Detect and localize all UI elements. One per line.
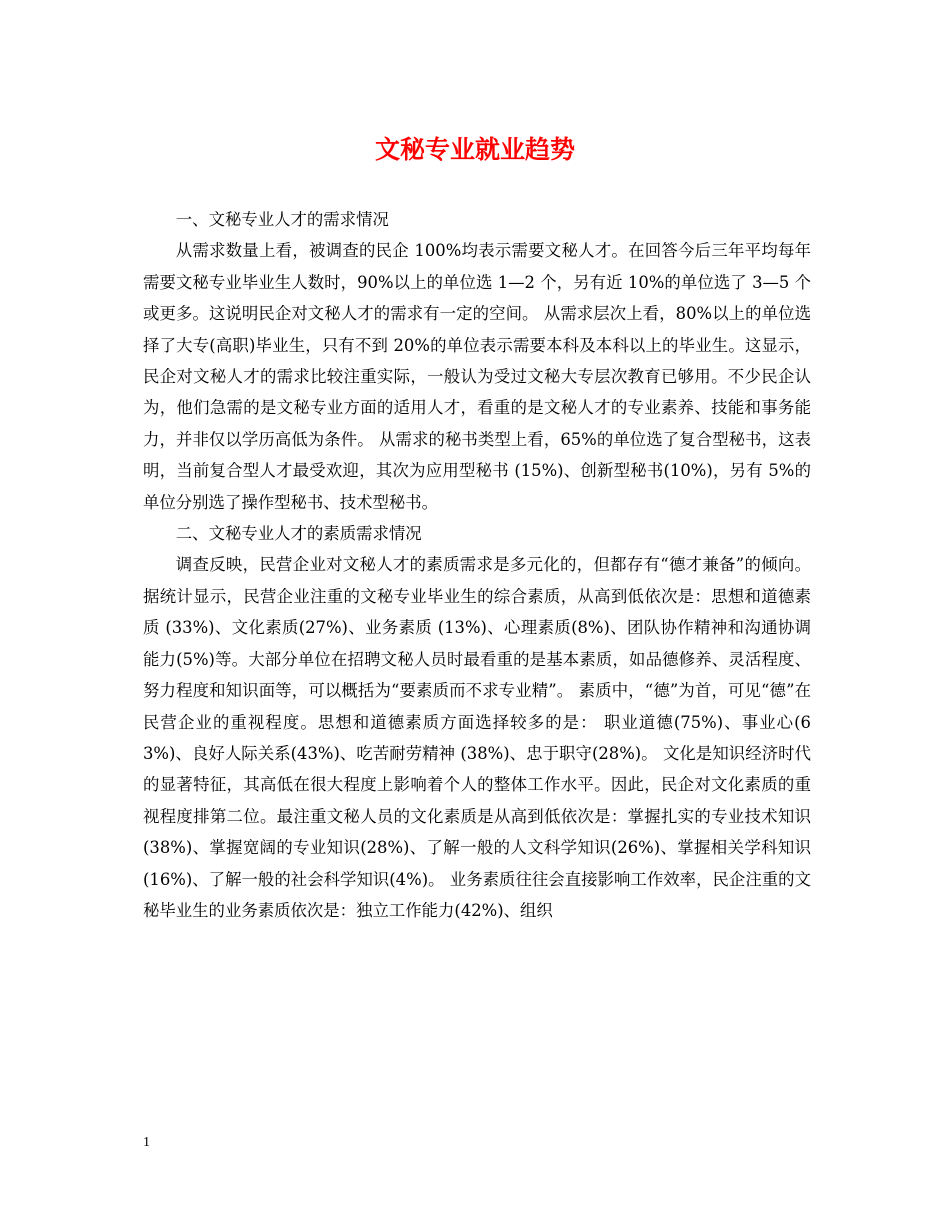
section-heading-2: 二、文秘专业人才的素质需求情况 bbox=[175, 524, 422, 544]
paragraph-demand: 从需求数量上看，被调查的民企 100%均表示需要文秘人才。在回答今后三年平均每年需要文秘专业毕业生人数时，90%以上的单位选 1—2 个，另有近 10%的单位选了 3—5 个或更多。这说明民企对文秘人才的需求有一定的空间。 从需求层次上看，80%以上的单位选择了大专(高职)毕业生，只有不到 20%的单位表示需要本科及本科以上的毕业生。这显示，民企对文秘人才的需求比较注重实际，一般认为受过文秘大专层次教育已够用。不少民企认为，他们急需的是文秘专业方面的适用人才，看重的是文秘人才的专业素养、技能和事务能力，并非仅以学历高低为条件。 从需求的秘书类型上看，65%的单位选了复合型秘书，这表明，当前复合型人才最受欢迎，其次为应用型秘书 (15%)、创新型秘书(10%)，另有 5%的单位分别选了操作型秘书、技术型秘书。 bbox=[143, 241, 811, 512]
paragraph-quality: 调查反映，民营企业对文秘人才的素质需求是多元化的，但都存有“德才兼备”的倾向。据统计显示，民营企业注重的文秘专业毕业生的综合素质，从高到低依次是：思想和道德素质 (33%)、文化素质(27%)、业务素质 (13%)、心理素质(8%)、团队协作精神和沟通协调能力(5%)等。大部分单位在招聘文秘人员时最看重的是基本素质，如品德修养、灵活程度、努力程度和知识面等，可以概括为“要素质而不求专业精”。 素质中，“德”为首，可见“德”在民营企业的重视程度。思想和道德素质方面选择较多的是： 职业道德(75%)、事业心(63%)、良好人际关系(43%)、吃苦耐劳精神 (38%)、忠于职守(28%)。 文化是知识经济时代的显著特征，其高低在很大程度上影响着个人的整体工作水平。因此，民企对文化素质的重视程度排第二位。最注重文秘人员的文化素质是从高到低依次是：掌握扎实的专业技术知识(38%)、掌握宽阔的专业知识(28%)、了解一般的人文科学知识(26%)、掌握相关学科知识(16%)、了解一般的社会科学知识(4%)。 业务素质往往会直接影响工作效率，民企注重的文秘毕业生的业务素质依次是：独立工作能力(42%)、组织 bbox=[143, 555, 811, 920]
document-body bbox=[143, 204, 811, 926]
document-title: 文秘专业就业趋势 bbox=[374, 135, 575, 164]
section-heading-1: 一、文秘专业人才的需求情况 bbox=[175, 210, 389, 229]
page-number: 1 bbox=[143, 1135, 150, 1150]
